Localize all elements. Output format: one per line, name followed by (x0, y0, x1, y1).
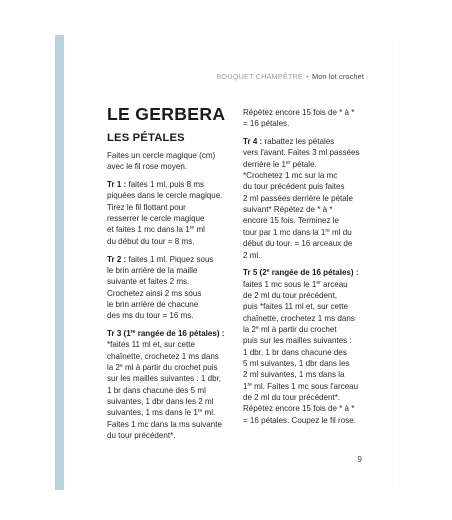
text-line (243, 181, 369, 192)
text-line (243, 118, 369, 129)
text-run: suivant* Répétez de * à * (243, 205, 333, 215)
text-line (243, 267, 369, 278)
text-line (107, 202, 231, 213)
text-run: avec le fil rose moyen. (107, 162, 188, 172)
text-run: piquées dans le cercle magique. (107, 191, 223, 201)
text-line (107, 362, 231, 373)
spine-stripe (55, 35, 64, 490)
instruction-paragraph (107, 254, 231, 322)
step-label: Tr 4 : (243, 137, 263, 147)
superscript: re (130, 328, 136, 335)
text-line (243, 170, 369, 181)
text-run: du début du tour = 8 ms. (107, 236, 195, 246)
text-run: ml du (329, 227, 352, 237)
text-line (107, 254, 231, 265)
text-run: début du tour. = 16 arceaux de (243, 239, 353, 249)
text-line (243, 147, 369, 158)
superscript: e (255, 324, 259, 331)
text-line (107, 265, 231, 276)
text-run: 2 ml. (243, 250, 261, 260)
superscript: re (325, 227, 330, 234)
text-run: ml. Faites 1 mc sous l'arceau (251, 381, 359, 391)
superscript: er (285, 159, 291, 166)
text-line (243, 204, 369, 215)
text-line (107, 299, 231, 310)
text-run: du tour précédent puis faites (243, 182, 345, 192)
text-line (243, 238, 369, 249)
superscript: e (266, 268, 270, 275)
text-run: puis sur les mailles suivantes : (243, 336, 352, 346)
text-run: Faites 1 mc dans la ms suivante (107, 419, 222, 429)
text-run: ml à partir du crochet (258, 324, 337, 334)
text-line (243, 227, 369, 238)
text-line (107, 190, 231, 201)
text-line (243, 193, 369, 204)
text-run: = 16 pétales. Coupez le fil rose. (243, 415, 356, 425)
text-run: des ms du tour = 16 ms. (107, 311, 194, 321)
text-line (243, 250, 369, 261)
step-label: rangée de 16 pétales) : (135, 328, 225, 338)
text-line (107, 288, 231, 299)
text-run: chaînette, crochetez 1 ms dans (243, 313, 355, 323)
text-run: rabattez les pétales (262, 137, 335, 147)
text-line (243, 290, 369, 301)
text-run: la 2 (243, 324, 256, 334)
text-line (107, 328, 231, 339)
text-run: tour par 1 mc dans la 1 (243, 227, 326, 237)
text-run: derrière le 1 (243, 159, 286, 169)
text-run: la 2 (107, 363, 120, 373)
instruction-paragraph (107, 328, 231, 441)
step-label: Tr 3 (1 (107, 328, 131, 338)
text-run: 2 ml suivantes, 1 ms dans la (243, 370, 345, 380)
text-run: chaînette, crochetez 1 ms dans (107, 351, 219, 361)
superscript: re (189, 225, 195, 232)
text-run: 1 (243, 381, 248, 391)
right-column (243, 107, 369, 432)
text-run: du tour précédent*. (107, 431, 176, 441)
instruction-paragraph (243, 267, 369, 426)
text-line (243, 324, 369, 335)
text-line (107, 310, 231, 321)
text-line (243, 392, 369, 403)
text-run: ml à partir du crochet puis (122, 363, 218, 373)
text-line (243, 301, 369, 312)
text-run: suivantes, 1 dbr dans les 2 ml (107, 397, 214, 407)
instruction-paragraph (243, 136, 369, 261)
page-title: LE GERBERA (107, 104, 226, 124)
text-line (243, 215, 369, 226)
text-run: de 2 ml du tour précédent*. (243, 393, 341, 403)
text-line (243, 313, 369, 324)
step-label: Tr 2 : (107, 254, 127, 264)
page-number: 9 (357, 455, 362, 464)
text-line (243, 369, 369, 380)
text-run: faites 1 mc sous le 1 (243, 279, 317, 289)
text-line (243, 403, 369, 414)
text-run: le brin arrière de la maille (107, 265, 198, 275)
text-line (243, 107, 369, 118)
text-run: suivante et faites 2 ms. (107, 277, 190, 287)
text-run: sur les mailles suivantes : 1 dbr, (107, 374, 222, 384)
text-line (107, 396, 231, 407)
text-run: Tirez le fil flottant pour (107, 202, 186, 212)
text-line (107, 150, 231, 161)
text-line (243, 347, 369, 358)
superscript: re (247, 381, 252, 388)
text-run: et faites 1 mc dans la 1 (107, 225, 190, 235)
text-run: *Crochetez 1 mc sur la mc (243, 171, 338, 181)
text-line (243, 159, 369, 170)
text-run: faites 1 ml. Piquez sous (126, 254, 214, 264)
text-run: ml (194, 225, 205, 235)
text-run: vers l'avant. Faites 3 ml passées (243, 148, 360, 158)
text-run: 1 dbr, 1 br dans chacune des (243, 347, 347, 357)
step-label: Tr 5 (2 (243, 268, 267, 278)
running-header-section: BOUQUET CHAMPÊTRE (216, 72, 303, 81)
text-line (107, 339, 231, 350)
text-run: resserrer le cercle magique (107, 214, 205, 224)
superscript: re (197, 408, 203, 415)
text-line (243, 415, 369, 426)
text-line (107, 373, 231, 384)
running-header (216, 72, 364, 81)
text-run: = 16 pétales. (243, 119, 290, 129)
text-line (107, 419, 231, 430)
text-run: 2 ml passées derrière le pétale (243, 193, 354, 203)
text-run: ml. (202, 408, 216, 418)
text-run: le brin arrière de chacune (107, 299, 199, 309)
text-line (243, 335, 369, 346)
section-subtitle: LES PÉTALES (107, 132, 185, 144)
text-run: Crochetez ainsi 2 ms sous (107, 288, 202, 298)
text-line (243, 136, 369, 147)
left-column (107, 150, 231, 448)
text-run: Faites un cercle magique (cm) (107, 151, 216, 160)
text-run: suivantes, 1 ms dans le 1 (107, 408, 198, 418)
text-line (107, 385, 231, 396)
text-run: puis *faites 11 ml et, sur cette (243, 302, 348, 312)
text-line (243, 279, 369, 290)
text-line (107, 236, 231, 247)
text-line (107, 179, 231, 190)
instruction-paragraph (107, 179, 231, 247)
text-run: faites 1 ml, puis 8 ms (126, 180, 205, 190)
text-run: arceau (320, 279, 348, 289)
step-label: rangée de 16 pétales) : (269, 268, 359, 278)
text-line (107, 161, 231, 172)
text-line (107, 430, 231, 441)
text-line (107, 224, 231, 235)
text-run: 5 ml suivantes, 1 dbr dans les (243, 359, 350, 368)
text-line (243, 358, 369, 369)
text-run: *faites 11 ml et, sur cette (107, 340, 195, 350)
text-run: encore 15 fois. Terminez le (243, 216, 340, 226)
instruction-paragraph (243, 107, 369, 130)
superscript: e (119, 363, 123, 370)
text-line (243, 381, 369, 392)
text-run: Répétez encore 15 fois de * à * (243, 404, 355, 414)
text-line (107, 213, 231, 224)
superscript: er (316, 279, 321, 286)
running-header-book: Mon lot crochet (311, 72, 364, 81)
text-run: de 2 ml du tour précédent, (243, 290, 337, 300)
text-run: Répétez encore 15 fois de * à * (243, 108, 355, 117)
text-run: pétale. (290, 159, 317, 169)
text-run: 1 br dans chacune des 5 ml (107, 385, 206, 395)
running-header-separator: • (306, 72, 309, 81)
instruction-paragraph (107, 150, 231, 173)
text-line (107, 276, 231, 287)
text-line (107, 351, 231, 362)
step-label: Tr 1 : (107, 180, 127, 190)
text-line (107, 407, 231, 418)
